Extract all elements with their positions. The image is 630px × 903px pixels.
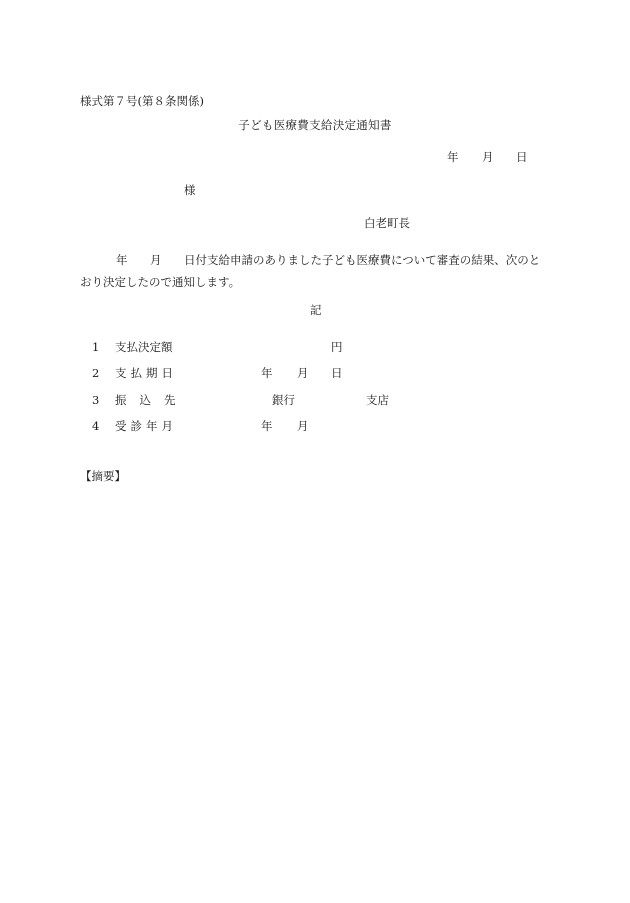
item-month-label: 月 <box>297 366 309 380</box>
body-month-label: 月 <box>150 253 162 267</box>
item-number: 1 <box>92 340 100 354</box>
item-year-label: 年 <box>261 366 273 380</box>
item-day-label: 日 <box>331 366 343 380</box>
item-number: 3 <box>92 393 100 407</box>
addressee-honorific: 様 <box>184 183 196 197</box>
item-month-label: 月 <box>297 419 309 433</box>
body-line-2: おり決定したので通知します。 <box>80 275 241 289</box>
date-year-label: 年 <box>447 150 459 164</box>
form-number: 様式第７号(第８条関係) <box>80 94 204 108</box>
date-day-label: 日 <box>516 150 528 164</box>
item-yen-label: 円 <box>331 340 343 354</box>
document-title: 子ども医療費支給決定通知書 <box>238 118 392 132</box>
date-month-label: 月 <box>482 150 494 164</box>
item-year-label: 年 <box>261 419 273 433</box>
item-number: 4 <box>92 419 100 433</box>
item-label: 受診年月 <box>115 419 177 433</box>
item-label: 振込先 <box>115 393 189 407</box>
body-line-1-text: 日付支給申請のありました子ども医療費について審査の結果、次のと <box>184 253 541 267</box>
body-line-1 <box>80 249 550 271</box>
item-label: 支払期日 <box>115 366 177 380</box>
body-paragraph <box>80 249 550 293</box>
item-payment-date <box>0 368 630 382</box>
item-bank-label: 銀行 <box>272 393 295 407</box>
body-year-label: 年 <box>116 253 128 267</box>
item-consultation-month <box>0 421 630 435</box>
item-number: 2 <box>92 366 100 380</box>
ki-heading: 記 <box>310 303 322 317</box>
item-payment-amount <box>0 342 630 356</box>
summary-label: 【摘要】 <box>80 469 126 483</box>
item-branch-label: 支店 <box>366 393 389 407</box>
item-transfer-destination <box>0 395 630 409</box>
issuer-name: 白老町長 <box>364 216 410 230</box>
item-label: 支払決定額 <box>115 340 173 354</box>
